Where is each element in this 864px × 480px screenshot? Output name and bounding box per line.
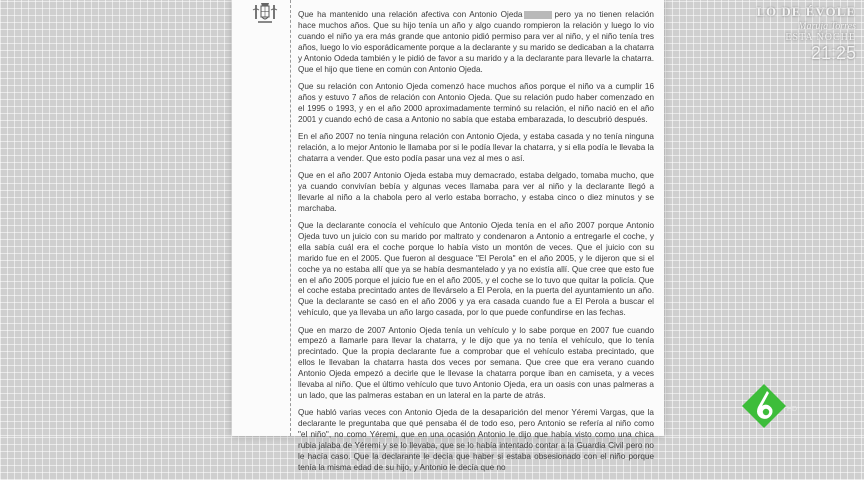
paragraph: Que habló varias veces con Antonio Ojeda de la desaparición del menor Yéremi Vargas, que la declarante le preguntaba que qué pensaba él de todo eso, pero Antonio se refería al niño como "el niño", no como Yéremi, que en una ocasión Antonio le dijo que había visto como una chica rubia jalaba de Yéremi y se lo llevaba, que se lo había intentado contar a la Guardia Civil pero no le hacía caso. Que la declarante le decía que haber si estaba obsesionado con el niño porque tenía la misma edad de su hijo, y Antonio le decía que no (298, 408, 654, 472)
document-page (232, 0, 664, 472)
show-time: 21:25 (810, 43, 856, 63)
coat-of-arms-icon (250, 2, 280, 26)
show-time-label: ESTA NOCHE (785, 32, 856, 43)
document-body (298, 10, 654, 480)
margin-rule (290, 0, 291, 436)
la-sexta-logo-icon (741, 383, 787, 429)
paragraph: Que su relación con Antonio Ojeda comenzó hace muchos años porque el niño va a cumplir 16 años y estuvo 7 años de relación con Antonio Ojeda. Que su relación pudo haber comenzado en el 1995 o 1993, y en el año 2000 aproximadamente terminó su relación, el niño nació en el año 2001 y cuando echó de casa a Antonio no sabía que estaba embarazada, lo descubrió después. (298, 81, 654, 124)
show-title: LO DE ÉVOLE (756, 4, 856, 19)
paragraph: Que la declarante conocía el vehículo que Antonio Ojeda tenía en el año 2007 porque Antonio Ojeda tuvo un juicio con su marido por maltrato y condenaron a Antonio a entregarle el coche, y ella sabía cuál era el coche porque lo había visto un montón de veces. Que el juicio con su marido fue en el 2005. Que fueron al desguace "El Perola" en el año 2005, y le dijeron que si el coche ya no estaba allí que ya se había desmantelado y ya no existía allí. Que cree que esto fue en el año 2005 porque el juicio fue en el año 2005, y el coche se lo tuvo que quitar la policía. Que el coche estaba precintado antes de llevárselo a El Perola, en la puerta del ayuntamiento un año. Que la declarante se casó en el año 2006 y ya era casada cuando fue a El Perola a buscar el vehículo, que ya llevaba un año largo casada, por lo que puede confundirse en las fechas. (298, 220, 654, 318)
paragraph: Que en marzo de 2007 Antonio Ojeda tenía un vehículo y lo sabe porque en 2007 fue cuando empezó a llamarle para llevar la chatarra, y le dijo que ya no tenía el vehículo, que lo tenía precintado. Que la propia declarante fue a comprobar que el vehículo estaba precintado, que ellos le llevaban la chatarra hasta dos veces por semana. Que cree que era verano cuando Antonio Ojeda empezó a decirle que le llevase la chatarra porque iban en camiseta, y a veces llevaba al niño. Que el último vehículo que tuvo Antonio Ojeda, era un oasis con unas palmeras a un lado, que las palmeras estaban en un lateral en la parte de atrás. (298, 325, 654, 400)
show-overlay (756, 4, 856, 62)
paragraph: Que en el año 2007 Antonio Ojeda estaba muy demacrado, estaba delgado, tomaba mucho, que ya cuando convivían bebía y algunas veces llamaba para ver al niño y la declarante llegó a llevarle al niño a la chabola pero al verlo estaba borracho, y estaba cinco o diez minutos y se marchaba. (298, 170, 654, 213)
paragraph: Que ha mantenido una relación afectiva con Antonio Ojeda pero ya no tienen relación hace muchos años. Que su hijo tenía un año y algo cuando rompieron la relación y luego lo vio cuando el niño ya era más grande que antonio pidió permiso para ver al niño, y el niño tenía tres años, luego lo vio esporádicamente porque a la declarante y su marido se dedicaban a la chatarra y Antonio Odeda también y le pidió de favor a su marido y a la declarante para llevarle la chatarra. Que el hijo que tiene en común con Antonio Ojeda. (298, 10, 654, 74)
show-guest: Maruja Torres (798, 21, 856, 32)
paragraph: En el año 2007 no tenía ninguna relación con Antonio Ojeda, y estaba casada y no tenía ninguna relación, a lo mejor Antonio le llamaba por si le podía llevar la chatarra, y si ella podía le llevaba la chatarra a vender. Que esto podía pasar una vez al mes o así. (298, 131, 654, 163)
redaction-box (524, 11, 552, 19)
hd-badge: HD (787, 406, 798, 413)
